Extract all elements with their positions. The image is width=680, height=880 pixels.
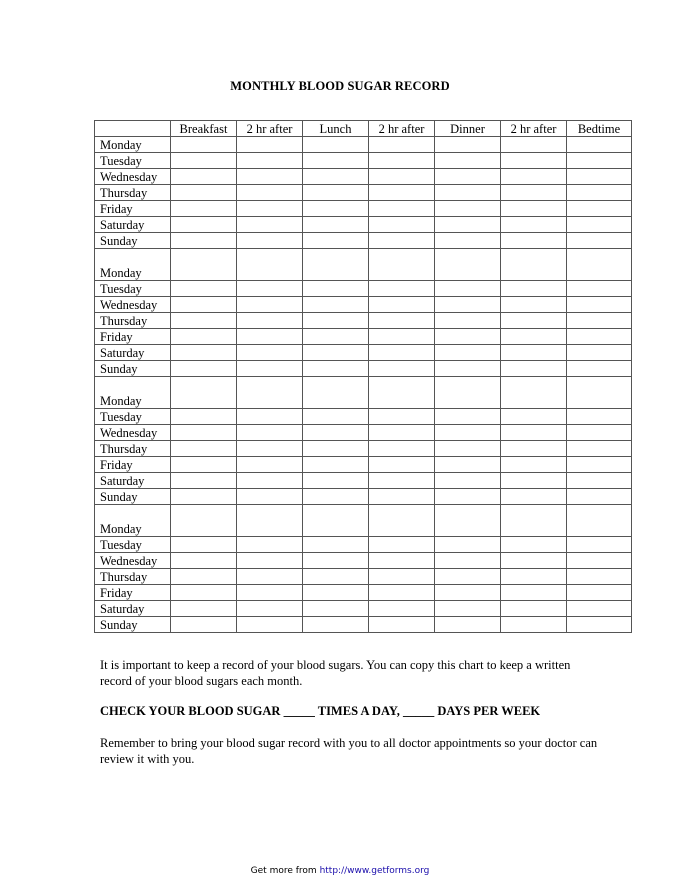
entry-cell[interactable] <box>567 617 632 633</box>
day-label: Sunday <box>95 489 171 505</box>
entry-cell[interactable] <box>435 617 501 633</box>
entry-cell[interactable] <box>567 201 632 217</box>
entry-cell[interactable] <box>501 153 567 169</box>
entry-cell[interactable] <box>369 473 435 489</box>
entry-cell[interactable] <box>501 345 567 361</box>
entry-cell[interactable] <box>171 137 237 153</box>
entry-cell[interactable] <box>369 457 435 473</box>
entry-cell[interactable] <box>303 457 369 473</box>
entry-cell[interactable] <box>435 137 501 153</box>
footer-link[interactable]: http://www.getforms.org <box>319 866 430 876</box>
entry-cell[interactable] <box>501 281 567 297</box>
entry-cell[interactable] <box>501 201 567 217</box>
entry-cell[interactable] <box>237 217 303 233</box>
entry-cell[interactable] <box>171 313 237 329</box>
day-label: Wednesday <box>95 425 171 441</box>
entry-cell[interactable] <box>369 569 435 585</box>
table-row <box>95 201 632 217</box>
entry-cell[interactable] <box>501 249 567 281</box>
entry-cell[interactable] <box>567 137 632 153</box>
entry-cell[interactable] <box>237 329 303 345</box>
entry-cell[interactable] <box>501 537 567 553</box>
entry-cell[interactable] <box>369 169 435 185</box>
entry-cell[interactable] <box>567 361 632 377</box>
entry-cell[interactable] <box>369 441 435 457</box>
entry-cell[interactable] <box>237 281 303 297</box>
entry-cell[interactable] <box>435 377 501 409</box>
entry-cell[interactable] <box>567 569 632 585</box>
entry-cell[interactable] <box>369 585 435 601</box>
entry-cell[interactable] <box>567 297 632 313</box>
footer-prefix: Get more from <box>250 866 320 876</box>
day-label: Tuesday <box>95 153 171 169</box>
entry-cell[interactable] <box>369 281 435 297</box>
entry-cell[interactable] <box>369 361 435 377</box>
entry-cell[interactable] <box>369 409 435 425</box>
entry-cell[interactable] <box>171 601 237 617</box>
entry-cell[interactable] <box>171 569 237 585</box>
header-cell-blank <box>95 121 171 137</box>
entry-cell[interactable] <box>435 601 501 617</box>
day-label: Tuesday <box>95 537 171 553</box>
table-row <box>95 361 632 377</box>
day-label: Monday <box>95 505 171 537</box>
entry-cell[interactable] <box>303 185 369 201</box>
entry-cell[interactable] <box>369 617 435 633</box>
day-label: Wednesday <box>95 553 171 569</box>
entry-cell[interactable] <box>171 489 237 505</box>
header-lunch: Lunch <box>303 121 369 137</box>
entry-cell[interactable] <box>567 345 632 361</box>
entry-cell[interactable] <box>303 313 369 329</box>
entry-cell[interactable] <box>171 169 237 185</box>
entry-cell[interactable] <box>303 249 369 281</box>
day-label: Saturday <box>95 217 171 233</box>
entry-cell[interactable] <box>435 329 501 345</box>
entry-cell[interactable] <box>171 505 237 537</box>
entry-cell[interactable] <box>303 425 369 441</box>
entry-cell[interactable] <box>237 601 303 617</box>
entry-cell[interactable] <box>369 537 435 553</box>
entry-cell[interactable] <box>501 185 567 201</box>
entry-cell[interactable] <box>369 329 435 345</box>
entry-cell[interactable] <box>237 585 303 601</box>
entry-cell[interactable] <box>171 377 237 409</box>
blood-sugar-table <box>94 120 632 633</box>
entry-cell[interactable] <box>237 233 303 249</box>
entry-cell[interactable] <box>303 169 369 185</box>
entry-cell[interactable] <box>501 441 567 457</box>
entry-cell[interactable] <box>369 249 435 281</box>
entry-cell[interactable] <box>435 249 501 281</box>
day-label: Sunday <box>95 233 171 249</box>
entry-cell[interactable] <box>303 569 369 585</box>
entry-cell[interactable] <box>369 297 435 313</box>
entry-cell[interactable] <box>303 409 369 425</box>
entry-cell[interactable] <box>237 441 303 457</box>
entry-cell[interactable] <box>567 233 632 249</box>
entry-cell[interactable] <box>303 537 369 553</box>
entry-cell[interactable] <box>303 217 369 233</box>
header-2hr-after-dinner: 2 hr after <box>501 121 567 137</box>
entry-cell[interactable] <box>171 537 237 553</box>
entry-cell[interactable] <box>435 153 501 169</box>
entry-cell[interactable] <box>435 553 501 569</box>
entry-cell[interactable] <box>171 473 237 489</box>
entry-cell[interactable] <box>435 569 501 585</box>
entry-cell[interactable] <box>303 489 369 505</box>
entry-cell[interactable] <box>435 281 501 297</box>
entry-cell[interactable] <box>501 457 567 473</box>
entry-cell[interactable] <box>567 425 632 441</box>
entry-cell[interactable] <box>303 233 369 249</box>
header-breakfast: Breakfast <box>171 121 237 137</box>
entry-cell[interactable] <box>171 361 237 377</box>
entry-cell[interactable] <box>303 345 369 361</box>
entry-cell[interactable] <box>501 489 567 505</box>
entry-cell[interactable] <box>501 505 567 537</box>
entry-cell[interactable] <box>501 569 567 585</box>
entry-cell[interactable] <box>171 185 237 201</box>
entry-cell[interactable] <box>237 569 303 585</box>
day-label: Friday <box>95 201 171 217</box>
entry-cell[interactable] <box>369 217 435 233</box>
entry-cell[interactable] <box>435 201 501 217</box>
entry-cell[interactable] <box>237 249 303 281</box>
header-row <box>95 121 632 137</box>
entry-cell[interactable] <box>171 201 237 217</box>
entry-cell[interactable] <box>435 169 501 185</box>
entry-cell[interactable] <box>237 377 303 409</box>
entry-cell[interactable] <box>303 505 369 537</box>
entry-cell[interactable] <box>369 505 435 537</box>
entry-cell[interactable] <box>435 537 501 553</box>
entry-cell[interactable] <box>369 153 435 169</box>
entry-cell[interactable] <box>171 233 237 249</box>
entry-cell[interactable] <box>567 377 632 409</box>
entry-cell[interactable] <box>303 329 369 345</box>
entry-cell[interactable] <box>435 345 501 361</box>
entry-cell[interactable] <box>171 553 237 569</box>
entry-cell[interactable] <box>171 217 237 233</box>
entry-cell[interactable] <box>369 201 435 217</box>
entry-cell[interactable] <box>567 329 632 345</box>
entry-cell[interactable] <box>501 217 567 233</box>
day-label: Thursday <box>95 313 171 329</box>
entry-cell[interactable] <box>567 313 632 329</box>
entry-cell[interactable] <box>303 281 369 297</box>
entry-cell[interactable] <box>237 201 303 217</box>
entry-cell[interactable] <box>435 585 501 601</box>
entry-cell[interactable] <box>567 505 632 537</box>
entry-cell[interactable] <box>171 153 237 169</box>
table-row <box>95 425 632 441</box>
table-row <box>95 313 632 329</box>
table-row <box>95 553 632 569</box>
entry-cell[interactable] <box>237 457 303 473</box>
entry-cell[interactable] <box>435 361 501 377</box>
entry-cell[interactable] <box>501 473 567 489</box>
table-row <box>95 457 632 473</box>
entry-cell[interactable] <box>501 377 567 409</box>
entry-cell[interactable] <box>567 473 632 489</box>
day-label: Monday <box>95 249 171 281</box>
entry-cell[interactable] <box>435 313 501 329</box>
table-row <box>95 233 632 249</box>
entry-cell[interactable] <box>501 137 567 153</box>
entry-cell[interactable] <box>237 505 303 537</box>
entry-cell[interactable] <box>171 249 237 281</box>
table-row <box>95 169 632 185</box>
entry-cell[interactable] <box>567 169 632 185</box>
entry-cell[interactable] <box>171 441 237 457</box>
table-row <box>95 329 632 345</box>
day-label: Friday <box>95 457 171 473</box>
entry-cell[interactable] <box>501 361 567 377</box>
table-row <box>95 185 632 201</box>
entry-cell[interactable] <box>237 345 303 361</box>
day-label: Friday <box>95 585 171 601</box>
header-2hr-after-breakfast: 2 hr after <box>237 121 303 137</box>
table-row <box>95 601 632 617</box>
entry-cell[interactable] <box>501 553 567 569</box>
entry-cell[interactable] <box>435 217 501 233</box>
header-2hr-after-lunch: 2 hr after <box>369 121 435 137</box>
entry-cell[interactable] <box>369 185 435 201</box>
entry-cell[interactable] <box>369 489 435 505</box>
entry-cell[interactable] <box>171 457 237 473</box>
table-row <box>95 505 632 537</box>
entry-cell[interactable] <box>303 377 369 409</box>
table-body <box>95 137 632 633</box>
entry-cell[interactable] <box>435 233 501 249</box>
table-row <box>95 281 632 297</box>
day-label: Thursday <box>95 441 171 457</box>
entry-cell[interactable] <box>435 441 501 457</box>
entry-cell[interactable] <box>237 361 303 377</box>
entry-cell[interactable] <box>369 345 435 361</box>
page-title: MONTHLY BLOOD SUGAR RECORD <box>230 79 450 93</box>
day-label: Tuesday <box>95 281 171 297</box>
reminder-paragraph: Remember to bring your blood sugar record with you to all doctor appointments so your doctor can review it with you. <box>100 736 598 766</box>
entry-cell[interactable] <box>237 185 303 201</box>
entry-cell[interactable] <box>171 425 237 441</box>
entry-cell[interactable] <box>237 553 303 569</box>
entry-cell[interactable] <box>171 297 237 313</box>
entry-cell[interactable] <box>171 585 237 601</box>
entry-cell[interactable] <box>237 489 303 505</box>
entry-cell[interactable] <box>501 617 567 633</box>
table-row <box>95 377 632 409</box>
day-label: Wednesday <box>95 297 171 313</box>
entry-cell[interactable] <box>567 185 632 201</box>
entry-cell[interactable] <box>171 345 237 361</box>
entry-cell[interactable] <box>435 457 501 473</box>
table-row <box>95 537 632 553</box>
intro-paragraph: It is important to keep a record of your blood sugars. You can copy this chart to keep a written record of your blood sugars each month. <box>100 658 571 688</box>
entry-cell[interactable] <box>303 361 369 377</box>
entry-cell[interactable] <box>567 457 632 473</box>
table-row <box>95 585 632 601</box>
entry-cell[interactable] <box>501 313 567 329</box>
table-row <box>95 441 632 457</box>
entry-cell[interactable] <box>567 553 632 569</box>
table-row <box>95 473 632 489</box>
entry-cell[interactable] <box>237 153 303 169</box>
day-label: Tuesday <box>95 409 171 425</box>
entry-cell[interactable] <box>171 617 237 633</box>
entry-cell[interactable] <box>303 297 369 313</box>
table-row <box>95 409 632 425</box>
table-row <box>95 153 632 169</box>
entry-cell[interactable] <box>501 601 567 617</box>
table-row <box>95 489 632 505</box>
entry-cell[interactable] <box>435 409 501 425</box>
entry-cell[interactable] <box>501 169 567 185</box>
entry-cell[interactable] <box>237 473 303 489</box>
entry-cell[interactable] <box>303 601 369 617</box>
day-label: Thursday <box>95 569 171 585</box>
entry-cell[interactable] <box>435 489 501 505</box>
entry-cell[interactable] <box>303 617 369 633</box>
entry-cell[interactable] <box>501 585 567 601</box>
day-label: Saturday <box>95 473 171 489</box>
entry-cell[interactable] <box>567 217 632 233</box>
header-bedtime: Bedtime <box>567 121 632 137</box>
table-row <box>95 249 632 281</box>
entry-cell[interactable] <box>435 473 501 489</box>
entry-cell[interactable] <box>369 137 435 153</box>
entry-cell[interactable] <box>303 553 369 569</box>
entry-cell[interactable] <box>303 441 369 457</box>
entry-cell[interactable] <box>501 409 567 425</box>
table-row <box>95 345 632 361</box>
day-label: Friday <box>95 329 171 345</box>
entry-cell[interactable] <box>237 169 303 185</box>
entry-cell[interactable] <box>237 137 303 153</box>
entry-cell[interactable] <box>369 601 435 617</box>
footer <box>0 866 680 876</box>
entry-cell[interactable] <box>501 233 567 249</box>
day-label: Sunday <box>95 617 171 633</box>
entry-cell[interactable] <box>303 153 369 169</box>
entry-cell[interactable] <box>369 553 435 569</box>
entry-cell[interactable] <box>303 473 369 489</box>
day-label: Monday <box>95 137 171 153</box>
entry-cell[interactable] <box>369 313 435 329</box>
entry-cell[interactable] <box>567 409 632 425</box>
entry-cell[interactable] <box>303 201 369 217</box>
entry-cell[interactable] <box>435 185 501 201</box>
entry-cell[interactable] <box>303 137 369 153</box>
entry-cell[interactable] <box>237 537 303 553</box>
entry-cell[interactable] <box>567 489 632 505</box>
table-row <box>95 217 632 233</box>
entry-cell[interactable] <box>303 585 369 601</box>
entry-cell[interactable] <box>237 425 303 441</box>
day-label: Monday <box>95 377 171 409</box>
entry-cell[interactable] <box>237 313 303 329</box>
header-dinner: Dinner <box>435 121 501 137</box>
entry-cell[interactable] <box>435 505 501 537</box>
check-instruction: CHECK YOUR BLOOD SUGAR _____ TIMES A DAY, _____ DAYS PER WEEK <box>100 704 541 718</box>
entry-cell[interactable] <box>171 409 237 425</box>
table-row <box>95 569 632 585</box>
day-label: Thursday <box>95 185 171 201</box>
entry-cell[interactable] <box>567 153 632 169</box>
entry-cell[interactable] <box>435 425 501 441</box>
table-row <box>95 137 632 153</box>
entry-cell[interactable] <box>369 377 435 409</box>
entry-cell[interactable] <box>237 297 303 313</box>
entry-cell[interactable] <box>171 281 237 297</box>
entry-cell[interactable] <box>501 425 567 441</box>
table-row <box>95 617 632 633</box>
entry-cell[interactable] <box>171 329 237 345</box>
entry-cell[interactable] <box>567 601 632 617</box>
entry-cell[interactable] <box>567 249 632 281</box>
entry-cell[interactable] <box>237 409 303 425</box>
entry-cell[interactable] <box>567 585 632 601</box>
entry-cell[interactable] <box>369 233 435 249</box>
entry-cell[interactable] <box>501 329 567 345</box>
day-label: Wednesday <box>95 169 171 185</box>
day-label: Saturday <box>95 601 171 617</box>
entry-cell[interactable] <box>369 425 435 441</box>
entry-cell[interactable] <box>435 297 501 313</box>
day-label: Sunday <box>95 361 171 377</box>
entry-cell[interactable] <box>501 297 567 313</box>
entry-cell[interactable] <box>567 441 632 457</box>
entry-cell[interactable] <box>567 537 632 553</box>
table-row <box>95 297 632 313</box>
day-label: Saturday <box>95 345 171 361</box>
entry-cell[interactable] <box>567 281 632 297</box>
entry-cell[interactable] <box>237 617 303 633</box>
